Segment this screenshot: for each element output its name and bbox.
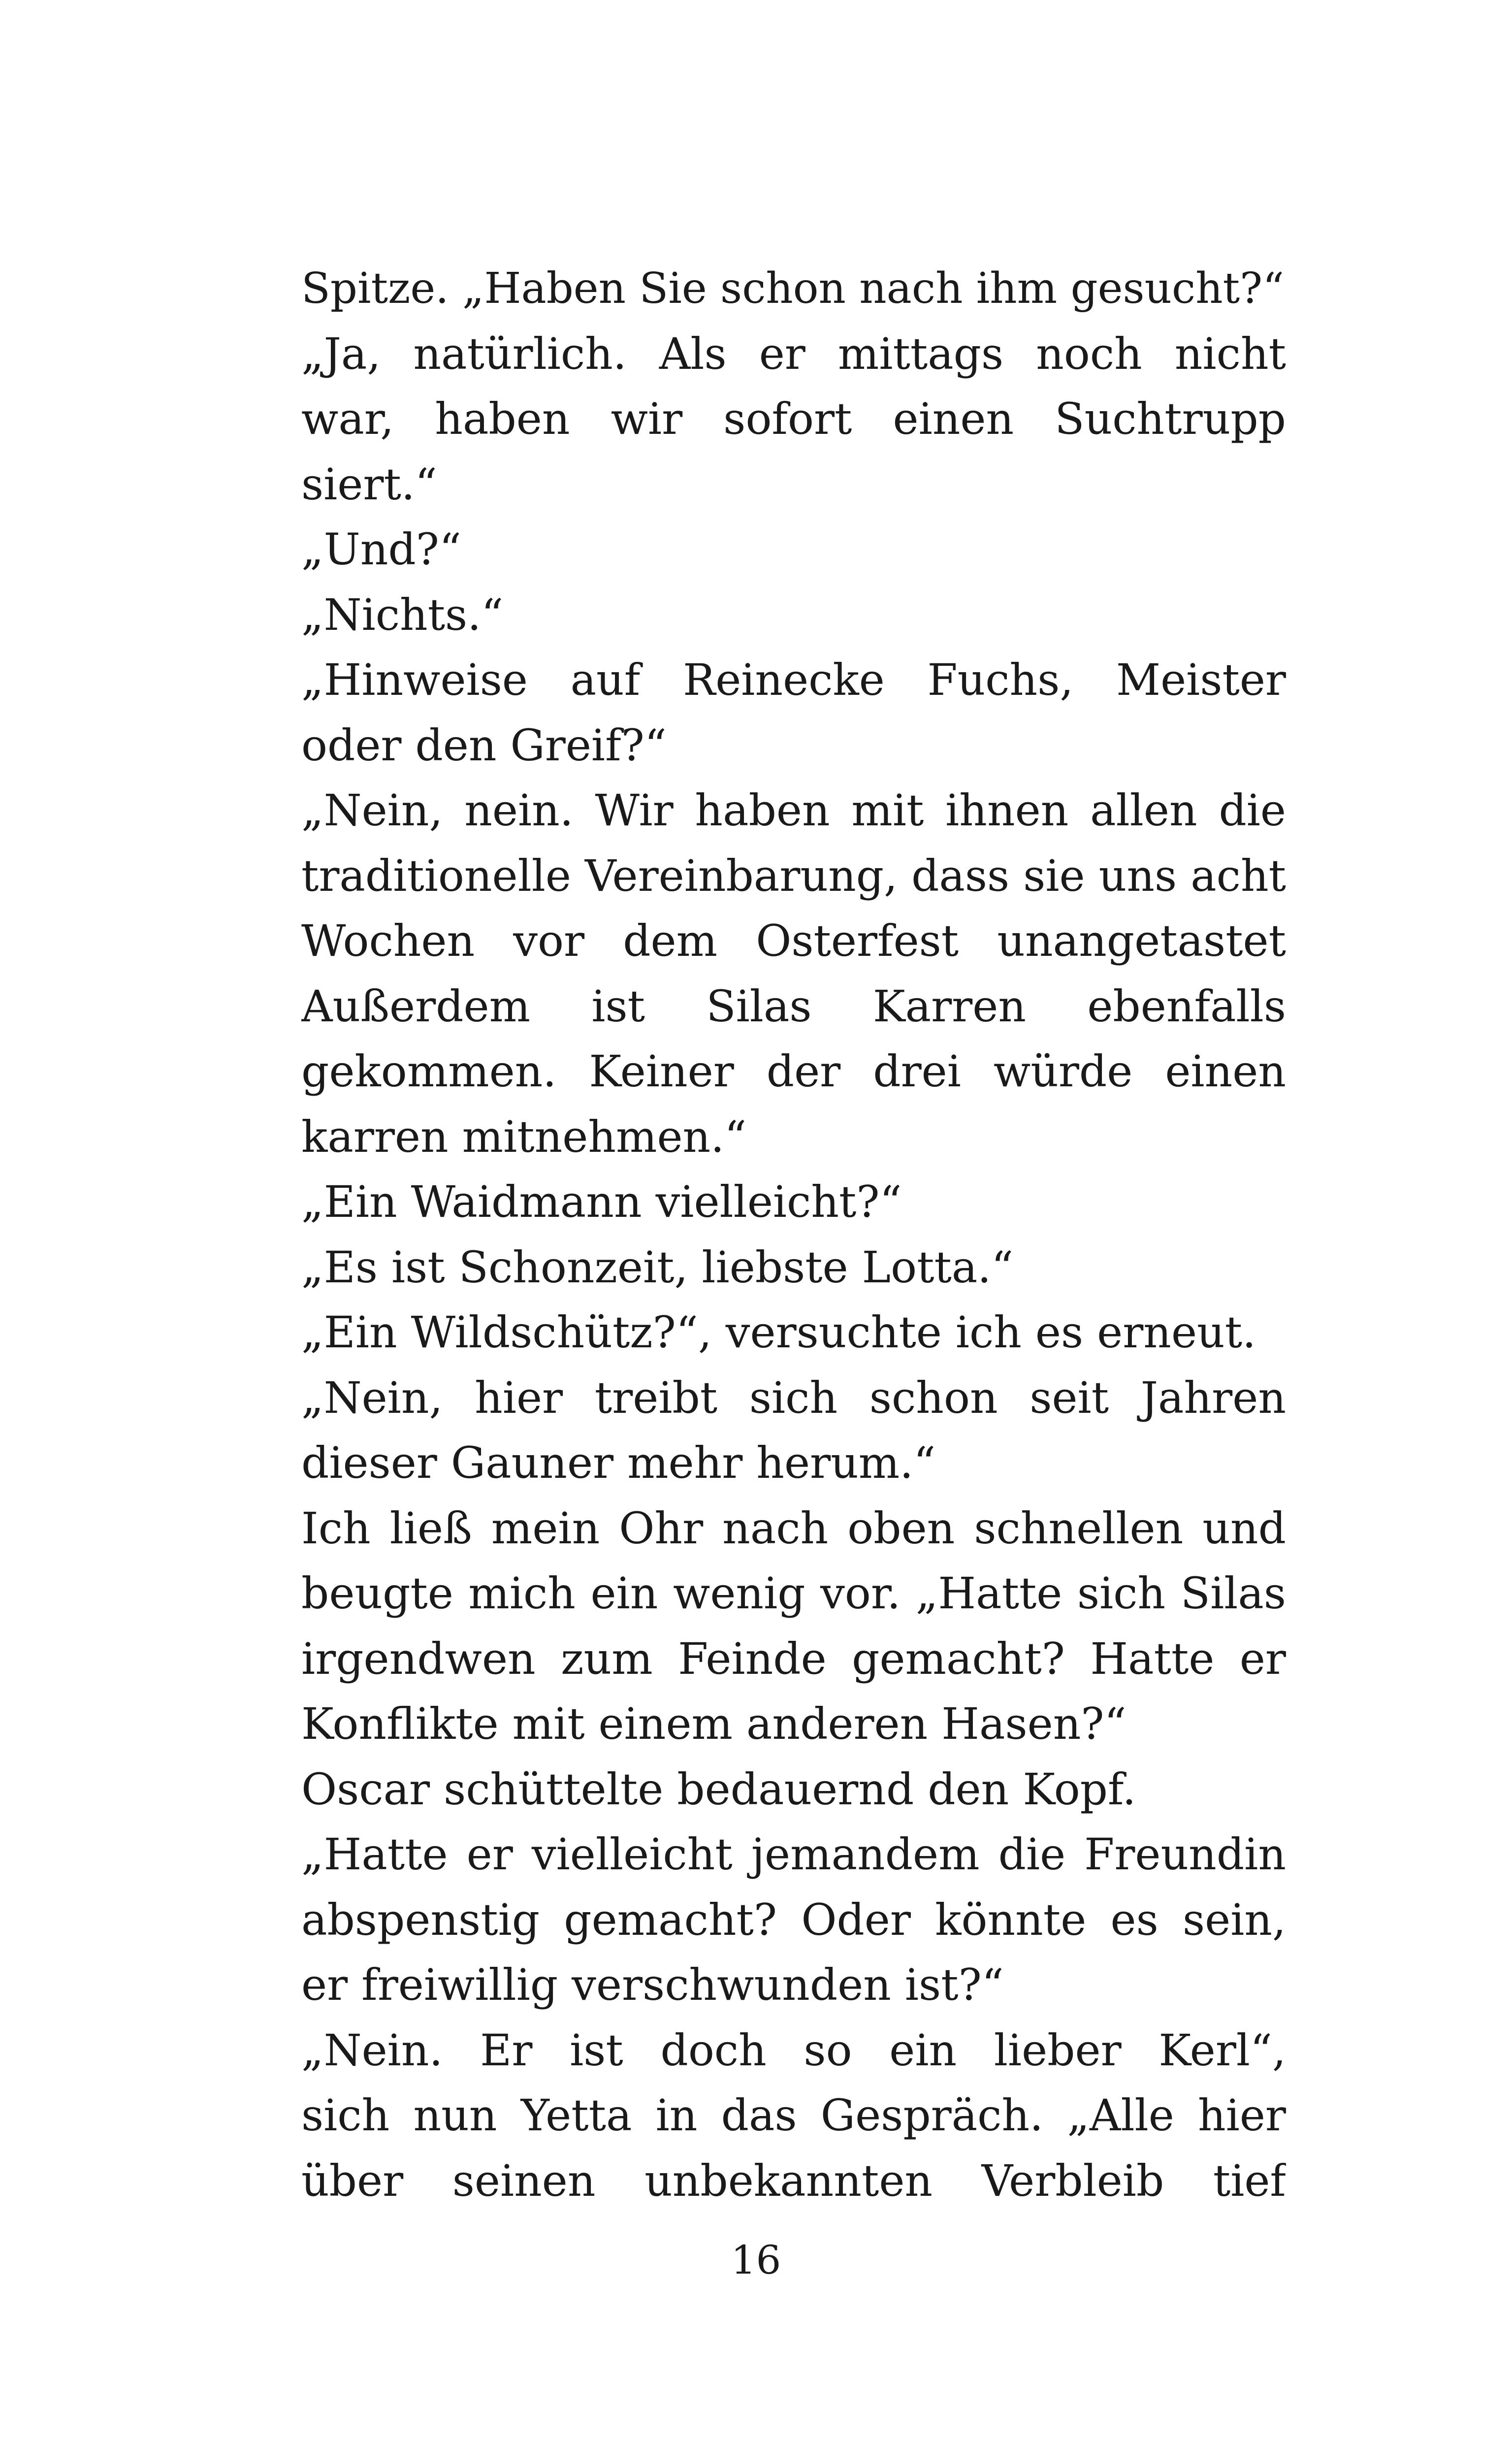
text-line: irgendwen zum Feinde gemacht? Hatte er — [301, 1633, 1286, 1684]
text-line: Konflikte mit einem anderen Hasen?“ — [301, 1698, 1126, 1749]
text-line: „Nein, nein. Wir haben mit ihnen allen die — [301, 785, 1286, 836]
page-number: 16 — [731, 2237, 781, 2283]
text-line: war, haben wir sofort einen Suchtrupp — [301, 393, 1286, 444]
text-line: „Ja, natürlich. Als er mittags noch nicht — [301, 328, 1286, 379]
text-line: Oscar schüttelte bedauernd den Kopf. — [301, 1763, 1136, 1815]
text-line: er freiwillig verschwunden ist?“ — [301, 1959, 1004, 2010]
body-text — [301, 256, 1286, 2214]
text-line: abspenstig gemacht? Oder könnte es sein, — [301, 1894, 1286, 1945]
text-line: gekommen. Keiner der drei würde einen — [301, 1046, 1286, 1097]
text-line: „Ein Waidmann vielleicht?“ — [301, 1176, 902, 1227]
text-line: „Nein. Er ist doch so ein lieber Kerl“, — [301, 2024, 1286, 2076]
text-line: sich nun Yetta in das Gespräch. „Alle hier — [301, 2090, 1286, 2141]
text-line: Spitze. „Haben Sie schon nach ihm gesucht?“ — [301, 264, 1285, 313]
text-line: Außerdem ist Silas Karren ebenfalls — [301, 980, 1286, 1032]
text-line: „Hatte er vielleicht jemandem die Freundin — [301, 1829, 1286, 1880]
text-line: beugte mich ein wenig vor. „Hatte sich Silas — [301, 1568, 1286, 1619]
text-line: traditionelle Vereinbarung, dass sie uns acht — [301, 850, 1286, 901]
text-line: oder den Greif?“ — [301, 719, 667, 771]
text-line: „Ein Wildschütz?“, versuchte ich es erneut. — [301, 1307, 1256, 1358]
text-line: „Nein, hier treibt sich schon seit Jahren — [301, 1372, 1286, 1423]
text-line: „Und?“ — [301, 524, 461, 575]
text-line: „Es ist Schonzeit, liebste Lotta.“ — [301, 1241, 1014, 1293]
text-line: über seinen unbekannten Verbleib tief — [301, 2155, 1286, 2206]
text-line: Ich ließ mein Ohr nach oben schnellen und — [301, 1502, 1286, 1554]
text-line: „Hinweise auf Reinecke Fuchs, Meister — [301, 654, 1286, 705]
text-line: karren mitnehmen.“ — [301, 1111, 747, 1162]
text-line: dieser Gauner mehr herum.“ — [301, 1437, 936, 1488]
text-line: Wochen vor dem Osterfest unangetastet — [301, 915, 1286, 966]
text-line: siert.“ — [301, 458, 437, 510]
text-line: „Nichts.“ — [301, 589, 504, 640]
